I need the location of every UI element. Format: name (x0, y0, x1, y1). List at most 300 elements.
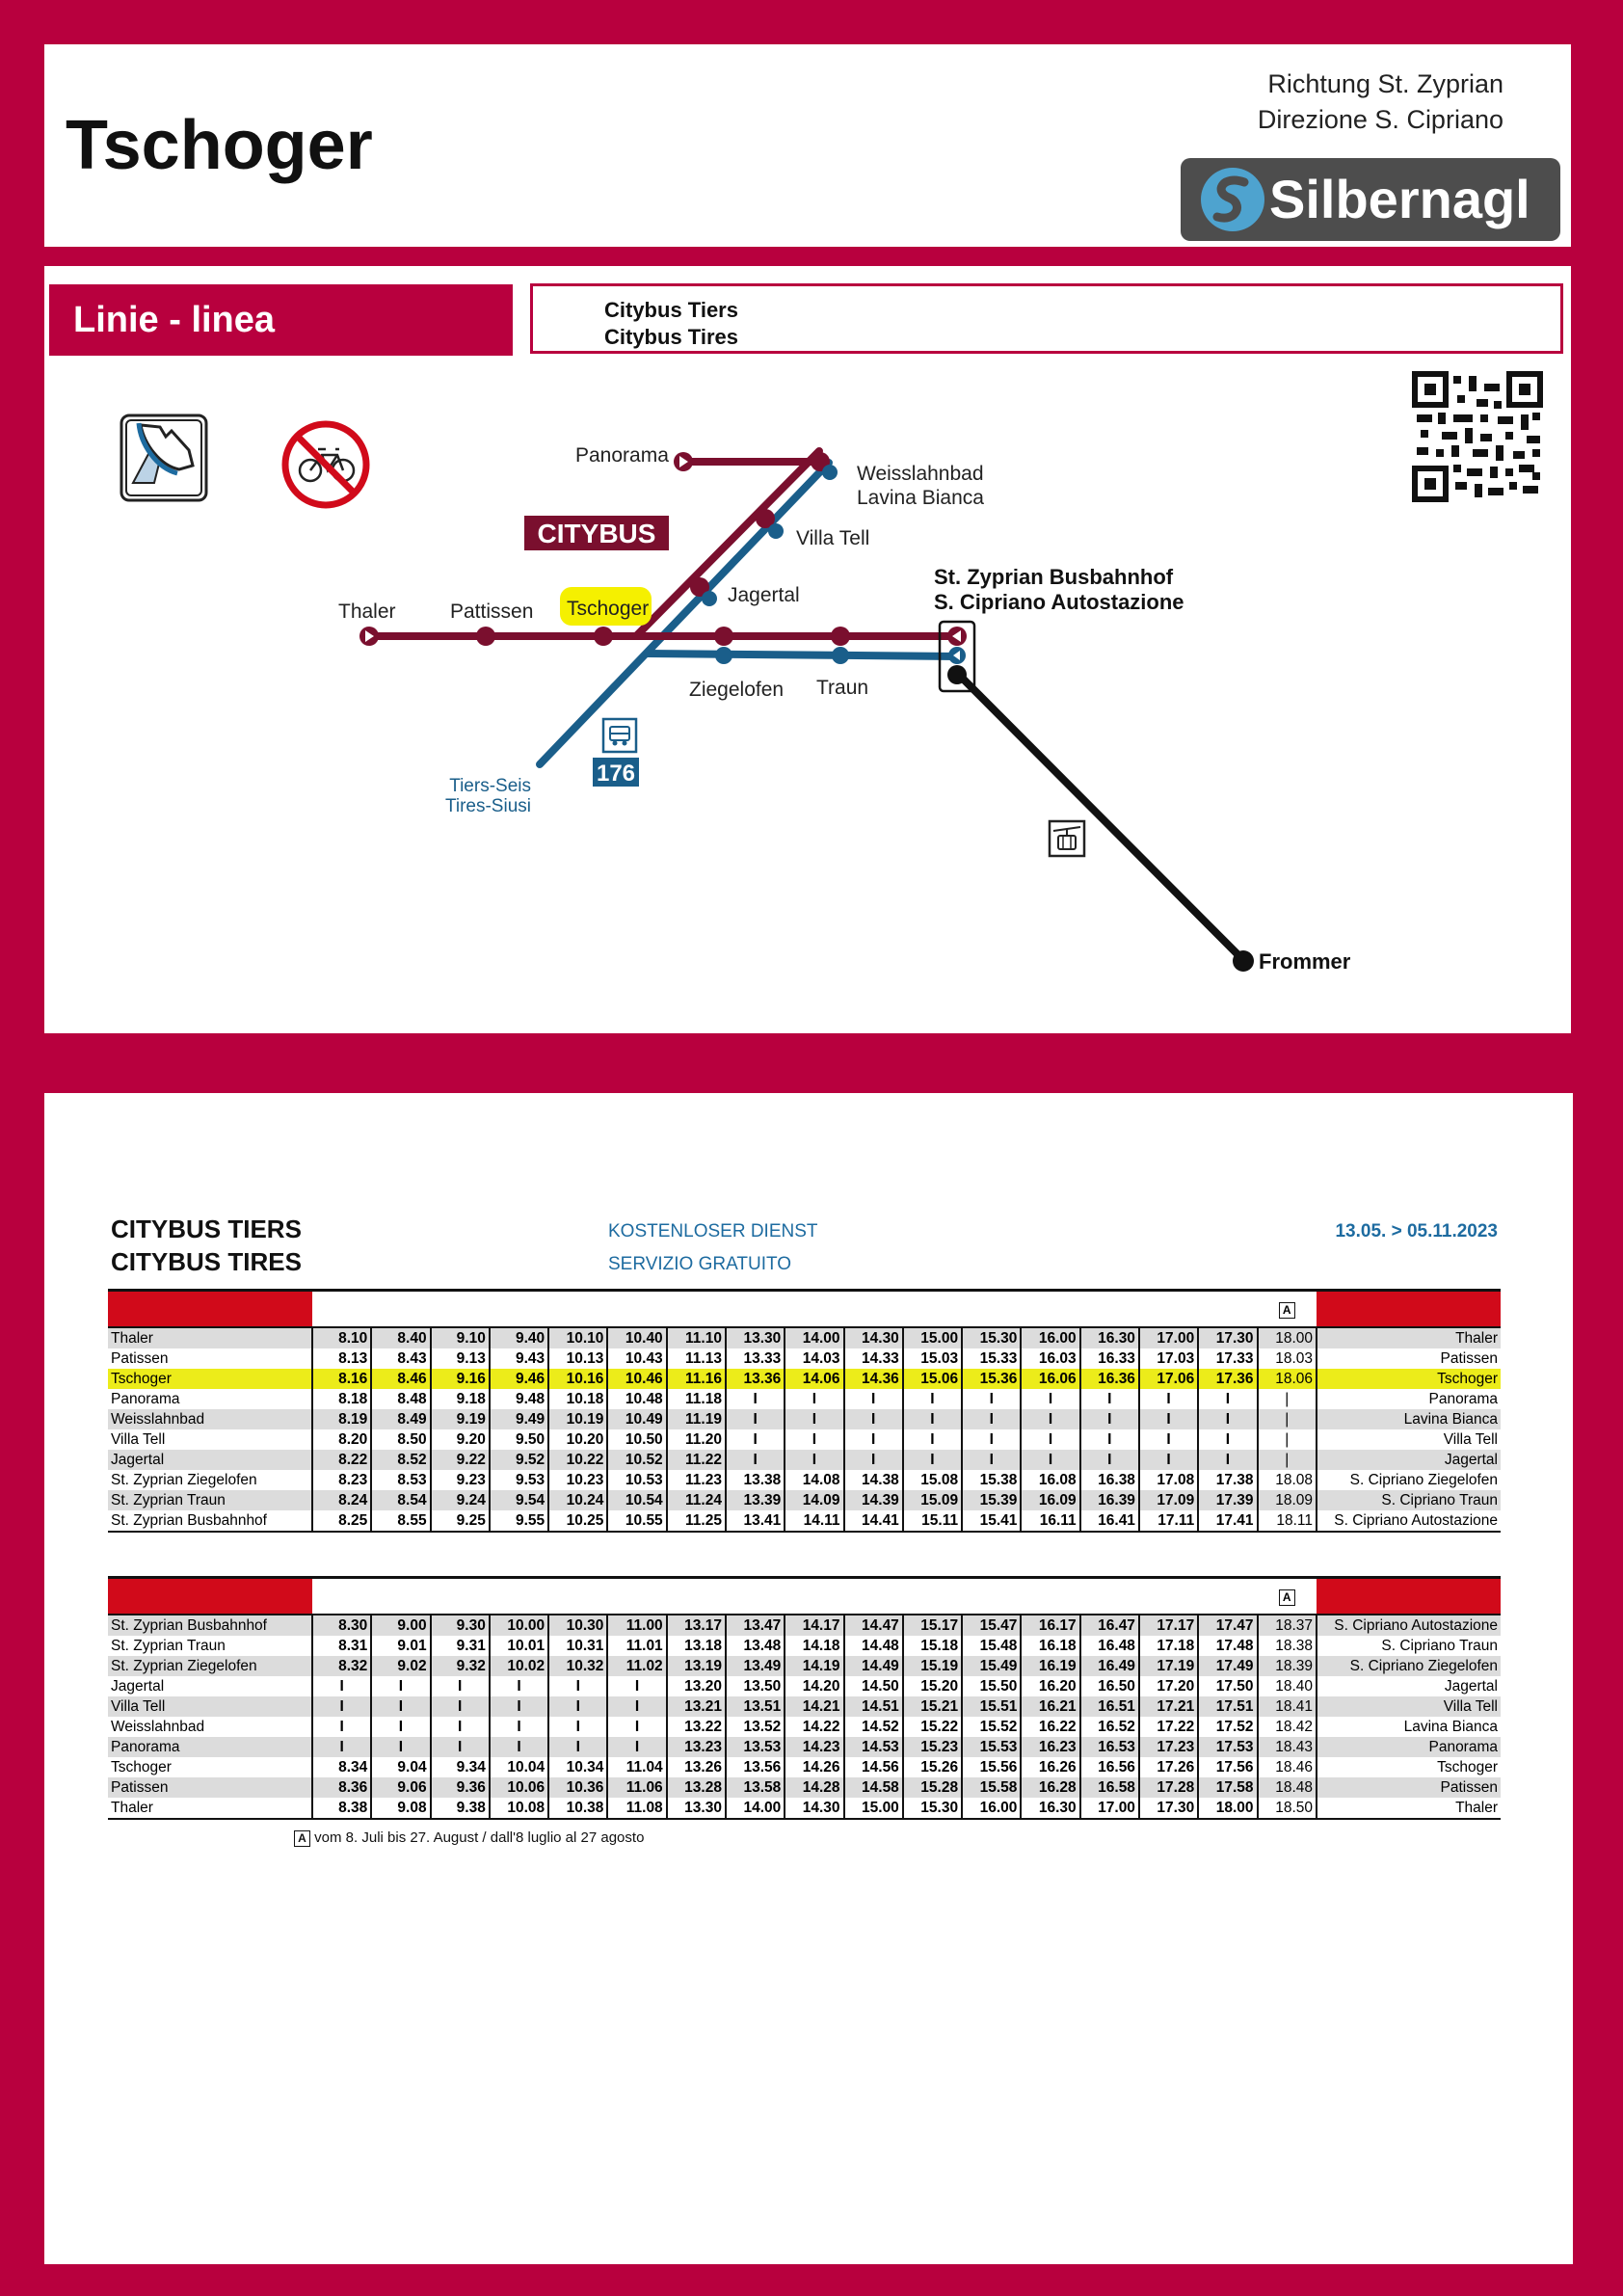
departure-time: 16.03 (1021, 1348, 1079, 1369)
citybus-badge-label: CITYBUS (537, 519, 656, 548)
stop-name-de: Tschoger (108, 1757, 312, 1777)
departure-time: 17.21 (1139, 1696, 1198, 1717)
departure-time: I (371, 1717, 430, 1737)
departure-time: 9.25 (431, 1510, 490, 1532)
departure-time: I (312, 1696, 371, 1717)
departure-time: I (903, 1429, 962, 1450)
stop-name-it: Panorama (1317, 1737, 1501, 1757)
departure-time: 14.09 (785, 1490, 843, 1510)
departure-time: 11.23 (667, 1470, 726, 1490)
route-map-panel (44, 266, 1571, 1033)
header-cell (1080, 1578, 1139, 1615)
departure-time: I (1198, 1389, 1257, 1409)
departure-time: I (1021, 1389, 1079, 1409)
header-cell (667, 1578, 726, 1615)
departure-time: 9.55 (490, 1510, 548, 1532)
departure-time: 14.38 (844, 1470, 903, 1490)
departure-time: 16.48 (1080, 1636, 1139, 1656)
header-cell (548, 1291, 607, 1328)
departure-time: I (1198, 1450, 1257, 1470)
departure-time: I (1139, 1450, 1198, 1470)
stop-name-it: Thaler (1317, 1327, 1501, 1348)
departure-time: 10.31 (548, 1636, 607, 1656)
departure-time: 17.08 (1139, 1470, 1198, 1490)
label-busbahnhof-de: St. Zyprian Busbahnhof (934, 565, 1174, 589)
departure-time: I (607, 1717, 666, 1737)
departure-time: 8.16 (312, 1369, 371, 1389)
departure-time: 9.54 (490, 1490, 548, 1510)
departure-time: 11.02 (607, 1656, 666, 1676)
departure-time: 16.58 (1080, 1777, 1139, 1798)
departure-time: 10.53 (607, 1470, 666, 1490)
departure-time: 16.06 (1021, 1369, 1079, 1389)
stop-name-it: Jagertal (1317, 1450, 1501, 1470)
departure-time: 18.39 (1258, 1656, 1317, 1676)
departure-time: 10.52 (607, 1450, 666, 1470)
departure-time: 10.40 (607, 1327, 666, 1348)
departure-time: 15.26 (903, 1757, 962, 1777)
departure-time: 16.49 (1080, 1656, 1139, 1676)
departure-time: 10.18 (548, 1389, 607, 1409)
departure-time: 8.43 (371, 1348, 430, 1369)
departure-time: 8.19 (312, 1409, 371, 1429)
table-row (108, 1429, 1501, 1450)
departure-time: 9.19 (431, 1409, 490, 1429)
label-tschoger: Tschoger (567, 598, 650, 620)
departure-time: 17.48 (1198, 1636, 1257, 1656)
departure-time: 17.03 (1139, 1348, 1198, 1369)
departure-time: I (548, 1676, 607, 1696)
note-marker-a: A (1279, 1302, 1295, 1319)
stop-dot-ziegelofen (714, 627, 733, 646)
departure-time: 17.58 (1198, 1777, 1257, 1798)
departure-time: 15.49 (962, 1656, 1021, 1676)
departure-time: 10.24 (548, 1490, 607, 1510)
departure-time: 9.50 (490, 1429, 548, 1450)
header-cell (312, 1578, 371, 1615)
table-row (108, 1676, 1501, 1696)
cable-car-icon (1050, 821, 1084, 856)
departure-time: I (1080, 1450, 1139, 1470)
departure-time: 10.50 (607, 1429, 666, 1450)
departure-time: 17.09 (1139, 1490, 1198, 1510)
departure-time: 9.10 (431, 1327, 490, 1348)
departure-time: 17.51 (1198, 1696, 1257, 1717)
departure-time: 11.06 (607, 1777, 666, 1798)
label-weisslahnbad: Weisslahnbad (857, 463, 984, 485)
header-panel (44, 44, 1571, 247)
header-cell (785, 1578, 843, 1615)
departure-time: 8.20 (312, 1429, 371, 1450)
departure-time: 9.20 (431, 1429, 490, 1450)
departure-time: 13.33 (726, 1348, 785, 1369)
departure-time: 13.17 (667, 1615, 726, 1636)
line-name-it: Citybus Tires (604, 325, 738, 349)
departure-time: 8.30 (312, 1615, 371, 1636)
departure-time: 16.38 (1080, 1470, 1139, 1490)
departure-time: 8.46 (371, 1369, 430, 1389)
departure-time: 18.46 (1258, 1757, 1317, 1777)
departure-time: 14.52 (844, 1717, 903, 1737)
departure-time: 14.22 (785, 1717, 843, 1737)
departure-time: I (844, 1429, 903, 1450)
departure-time: 14.03 (785, 1348, 843, 1369)
departure-time: 17.41 (1198, 1510, 1257, 1532)
departure-time: 13.30 (667, 1798, 726, 1819)
departure-time: 9.31 (431, 1636, 490, 1656)
stop-dot-frommer (1233, 950, 1254, 972)
departure-time: 15.56 (962, 1757, 1021, 1777)
stop-name-it: Villa Tell (1317, 1696, 1501, 1717)
departure-time: 15.11 (903, 1510, 962, 1532)
departure-time: 10.38 (548, 1798, 607, 1819)
departure-time: 17.20 (1139, 1676, 1198, 1696)
departure-time: | (1258, 1389, 1317, 1409)
stop-dot-tschoger (594, 627, 613, 646)
departure-time: 8.10 (312, 1327, 371, 1348)
departure-time: 9.13 (431, 1348, 490, 1369)
departure-time: I (903, 1409, 962, 1429)
departure-time: 17.11 (1139, 1510, 1198, 1532)
departure-time: 18.38 (1258, 1636, 1317, 1656)
departure-time: 13.49 (726, 1656, 785, 1676)
label-pattissen: Pattissen (450, 601, 534, 623)
stop-name-de: Villa Tell (108, 1429, 312, 1450)
departure-time: 10.36 (548, 1777, 607, 1798)
table-row (108, 1717, 1501, 1737)
departure-time: 10.20 (548, 1429, 607, 1450)
departure-time: 9.36 (431, 1777, 490, 1798)
departure-time: 16.17 (1021, 1615, 1079, 1636)
table-row (108, 1757, 1501, 1777)
table-row (108, 1369, 1501, 1389)
stop-name-it: S. Cipriano Ziegelofen (1317, 1470, 1501, 1490)
header-red-right (1317, 1291, 1501, 1328)
departure-time: 14.23 (785, 1737, 843, 1757)
departure-time: 10.49 (607, 1409, 666, 1429)
header-cell (490, 1291, 548, 1328)
departure-time: 8.48 (371, 1389, 430, 1409)
stop-name-it: Patissen (1317, 1777, 1501, 1798)
departure-time: 8.18 (312, 1389, 371, 1409)
departure-time: 16.30 (1021, 1798, 1079, 1819)
departure-time: 9.43 (490, 1348, 548, 1369)
departure-time: 9.04 (371, 1757, 430, 1777)
stop-name-de: Jagertal (108, 1676, 312, 1696)
departure-time: 16.26 (1021, 1757, 1079, 1777)
departure-time: 15.36 (962, 1369, 1021, 1389)
departure-time: 16.08 (1021, 1470, 1079, 1490)
departure-time: 11.19 (667, 1409, 726, 1429)
label-jagertal: Jagertal (728, 584, 800, 606)
departure-time: I (1021, 1409, 1079, 1429)
departure-time: 15.51 (962, 1696, 1021, 1717)
stop-name-it: S. Cipriano Traun (1317, 1636, 1501, 1656)
departure-time: 14.20 (785, 1676, 843, 1696)
departure-time: 16.22 (1021, 1717, 1079, 1737)
departure-time: I (1198, 1429, 1257, 1450)
departure-time: 13.41 (726, 1510, 785, 1532)
departure-time: 14.51 (844, 1696, 903, 1717)
departure-time: 8.34 (312, 1757, 371, 1777)
departure-time: I (548, 1737, 607, 1757)
timetable-return (108, 1576, 1501, 1820)
departure-time: I (1198, 1409, 1257, 1429)
departure-time: 10.54 (607, 1490, 666, 1510)
stop-name-it: Tschoger (1317, 1369, 1501, 1389)
departure-time: 16.56 (1080, 1757, 1139, 1777)
stop-dot-traun (831, 627, 850, 646)
timetable-panel (44, 1093, 1573, 2264)
departure-time: 17.17 (1139, 1615, 1198, 1636)
stop-name-de: Villa Tell (108, 1696, 312, 1717)
departure-time: I (1080, 1429, 1139, 1450)
departure-time: 10.02 (490, 1656, 548, 1676)
header-cell (548, 1578, 607, 1615)
table-row (108, 1389, 1501, 1409)
departure-time: 8.38 (312, 1798, 371, 1819)
departure-time: 8.50 (371, 1429, 430, 1450)
departure-time: 18.48 (1258, 1777, 1317, 1798)
departure-time: I (312, 1676, 371, 1696)
stop-name-it: S. Cipriano Traun (1317, 1490, 1501, 1510)
departure-time: I (962, 1450, 1021, 1470)
departure-time: I (844, 1450, 903, 1470)
departure-time: 16.53 (1080, 1737, 1139, 1757)
departure-time: I (490, 1717, 548, 1737)
line-name-de: Citybus Tiers (604, 298, 738, 322)
stop-name-de: St. Zyprian Ziegelofen (108, 1470, 312, 1490)
departure-time: 15.30 (962, 1327, 1021, 1348)
departure-time: I (371, 1696, 430, 1717)
departure-time: I (312, 1717, 371, 1737)
stop-name-de: Patissen (108, 1777, 312, 1798)
header-cell (1198, 1578, 1257, 1615)
departure-time: 11.25 (667, 1510, 726, 1532)
departure-time: 8.36 (312, 1777, 371, 1798)
departure-time: 14.53 (844, 1737, 903, 1757)
stop-name-it: S. Cipriano Autostazione (1317, 1510, 1501, 1532)
departure-time: 13.18 (667, 1636, 726, 1656)
departure-time: I (726, 1429, 785, 1450)
departure-time: I (726, 1409, 785, 1429)
departure-time: 14.56 (844, 1757, 903, 1777)
departure-time: 13.38 (726, 1470, 785, 1490)
departure-time: 18.37 (1258, 1615, 1317, 1636)
departure-time: 16.33 (1080, 1348, 1139, 1369)
table-row (108, 1348, 1501, 1369)
departure-time: 13.21 (667, 1696, 726, 1717)
stop-name-it: Lavina Bianca (1317, 1717, 1501, 1737)
departure-time: 16.11 (1021, 1510, 1079, 1532)
departure-time: 10.46 (607, 1369, 666, 1389)
departure-time: I (844, 1409, 903, 1429)
departure-time: 17.36 (1198, 1369, 1257, 1389)
departure-time: 14.17 (785, 1615, 843, 1636)
departure-time: 11.20 (667, 1429, 726, 1450)
table-row (108, 1636, 1501, 1656)
departure-time: 16.50 (1080, 1676, 1139, 1696)
departure-time: 17.00 (1080, 1798, 1139, 1819)
note-marker-a: A (1279, 1589, 1295, 1606)
departure-time: 10.04 (490, 1757, 548, 1777)
departure-time: 15.52 (962, 1717, 1021, 1737)
departure-time: 9.49 (490, 1409, 548, 1429)
label-ziegelofen: Ziegelofen (689, 679, 785, 701)
direction-de: Richtung St. Zyprian (1267, 69, 1503, 98)
departure-time: 8.25 (312, 1510, 371, 1532)
departure-time: 15.00 (844, 1798, 903, 1819)
header-red-left (108, 1578, 312, 1615)
departure-time: 18.11 (1258, 1510, 1317, 1532)
departure-time: 13.23 (667, 1737, 726, 1757)
departure-time: 10.43 (607, 1348, 666, 1369)
departure-time: 17.28 (1139, 1777, 1198, 1798)
label-panorama: Panorama (575, 444, 669, 467)
departure-time: 16.20 (1021, 1676, 1079, 1696)
departure-time: 15.48 (962, 1636, 1021, 1656)
departure-time: 17.33 (1198, 1348, 1257, 1369)
departure-time: 9.02 (371, 1656, 430, 1676)
departure-time: 17.38 (1198, 1470, 1257, 1490)
departure-time: 16.00 (962, 1798, 1021, 1819)
departure-time: 11.16 (667, 1369, 726, 1389)
stop-dot-pattissen (476, 627, 495, 646)
departure-time: 9.53 (490, 1470, 548, 1490)
departure-time: 14.11 (785, 1510, 843, 1532)
header-cell (785, 1291, 843, 1328)
departure-time: 18.41 (1258, 1696, 1317, 1717)
departure-time: 15.23 (903, 1737, 962, 1757)
departure-time: 10.19 (548, 1409, 607, 1429)
departure-time: 16.21 (1021, 1696, 1079, 1717)
stop-name-it: Villa Tell (1317, 1429, 1501, 1450)
departure-time: 11.10 (667, 1327, 726, 1348)
departure-time: 18.42 (1258, 1717, 1317, 1737)
stop-name-de: Panorama (108, 1389, 312, 1409)
departure-time: I (548, 1696, 607, 1717)
header-cell (371, 1578, 430, 1615)
departure-time: 10.13 (548, 1348, 607, 1369)
header-cell (1258, 1291, 1317, 1328)
departure-time: 13.47 (726, 1615, 785, 1636)
departure-time: 14.48 (844, 1636, 903, 1656)
header-cell (490, 1578, 548, 1615)
departure-time: 10.25 (548, 1510, 607, 1532)
departure-time: 13.22 (667, 1717, 726, 1737)
table-row (108, 1450, 1501, 1470)
departure-time: 15.19 (903, 1656, 962, 1676)
header-cell (1021, 1578, 1079, 1615)
departure-time: 10.34 (548, 1757, 607, 1777)
departure-time: 18.50 (1258, 1798, 1317, 1819)
departure-time: I (785, 1450, 843, 1470)
departure-time: 9.22 (431, 1450, 490, 1470)
departure-time: 15.53 (962, 1737, 1021, 1757)
departure-time: 8.31 (312, 1636, 371, 1656)
departure-time: 8.13 (312, 1348, 371, 1369)
departure-time: 11.22 (667, 1450, 726, 1470)
departure-time: 13.53 (726, 1737, 785, 1757)
departure-time: 9.46 (490, 1369, 548, 1389)
departure-time: 16.30 (1080, 1327, 1139, 1348)
departure-time: 15.00 (903, 1327, 962, 1348)
stop-name-it: Lavina Bianca (1317, 1409, 1501, 1429)
departure-time: I (785, 1429, 843, 1450)
departure-time: 14.39 (844, 1490, 903, 1510)
departure-time: 15.08 (903, 1470, 962, 1490)
departure-time: I (1021, 1450, 1079, 1470)
stop-name-it: Panorama (1317, 1389, 1501, 1409)
departure-time: 9.32 (431, 1656, 490, 1676)
departure-time: 17.39 (1198, 1490, 1257, 1510)
departure-time: 14.58 (844, 1777, 903, 1798)
departure-time: I (903, 1450, 962, 1470)
departure-time: 11.00 (607, 1615, 666, 1636)
departure-time: I (490, 1696, 548, 1717)
stop-name-de: St. Zyprian Busbahnhof (108, 1510, 312, 1532)
departure-time: 14.00 (785, 1327, 843, 1348)
departure-time: I (1021, 1429, 1079, 1450)
departure-time: 9.06 (371, 1777, 430, 1798)
departure-time: I (726, 1450, 785, 1470)
departure-time: 15.28 (903, 1777, 962, 1798)
header-cell (726, 1578, 785, 1615)
departure-time: 10.10 (548, 1327, 607, 1348)
departure-time: 13.30 (726, 1327, 785, 1348)
departure-time: 16.51 (1080, 1696, 1139, 1717)
label-lavina-bianca: Lavina Bianca (857, 487, 984, 509)
departure-time: 14.26 (785, 1757, 843, 1777)
stop-name-de: Tschoger (108, 1369, 312, 1389)
label-tires-siusi: Tires-Siusi (444, 796, 531, 816)
departure-time: I (371, 1676, 430, 1696)
header-cell (431, 1291, 490, 1328)
departure-time: 15.30 (903, 1798, 962, 1819)
departure-time: 14.08 (785, 1470, 843, 1490)
header-cell (1139, 1291, 1198, 1328)
departure-time: 9.48 (490, 1389, 548, 1409)
departure-time: 17.23 (1139, 1737, 1198, 1757)
table-row (108, 1615, 1501, 1636)
silbernagl-s-icon (1194, 161, 1271, 238)
departure-time: 14.49 (844, 1656, 903, 1676)
departure-time: 9.18 (431, 1389, 490, 1409)
departure-time: 14.06 (785, 1369, 843, 1389)
table-row (108, 1409, 1501, 1429)
departure-time: 11.08 (607, 1798, 666, 1819)
departure-time: 18.06 (1258, 1369, 1317, 1389)
departure-time: I (962, 1409, 1021, 1429)
departure-time: 9.40 (490, 1327, 548, 1348)
departure-time: 15.39 (962, 1490, 1021, 1510)
departure-time: 15.38 (962, 1470, 1021, 1490)
departure-time: I (1139, 1429, 1198, 1450)
stop-name-it: S. Cipriano Ziegelofen (1317, 1656, 1501, 1676)
departure-time: I (1080, 1409, 1139, 1429)
departure-time: 13.28 (667, 1777, 726, 1798)
label-thaler: Thaler (338, 601, 396, 623)
departure-time: 16.23 (1021, 1737, 1079, 1757)
service-note-it: SERVIZIO GRATUITO (608, 1254, 792, 1274)
departure-time: 8.22 (312, 1450, 371, 1470)
departure-time: 15.22 (903, 1717, 962, 1737)
table-row (108, 1490, 1501, 1510)
departure-time: 17.19 (1139, 1656, 1198, 1676)
stop-name-it: Patissen (1317, 1348, 1501, 1369)
departure-time: I (607, 1737, 666, 1757)
departure-time: 15.21 (903, 1696, 962, 1717)
